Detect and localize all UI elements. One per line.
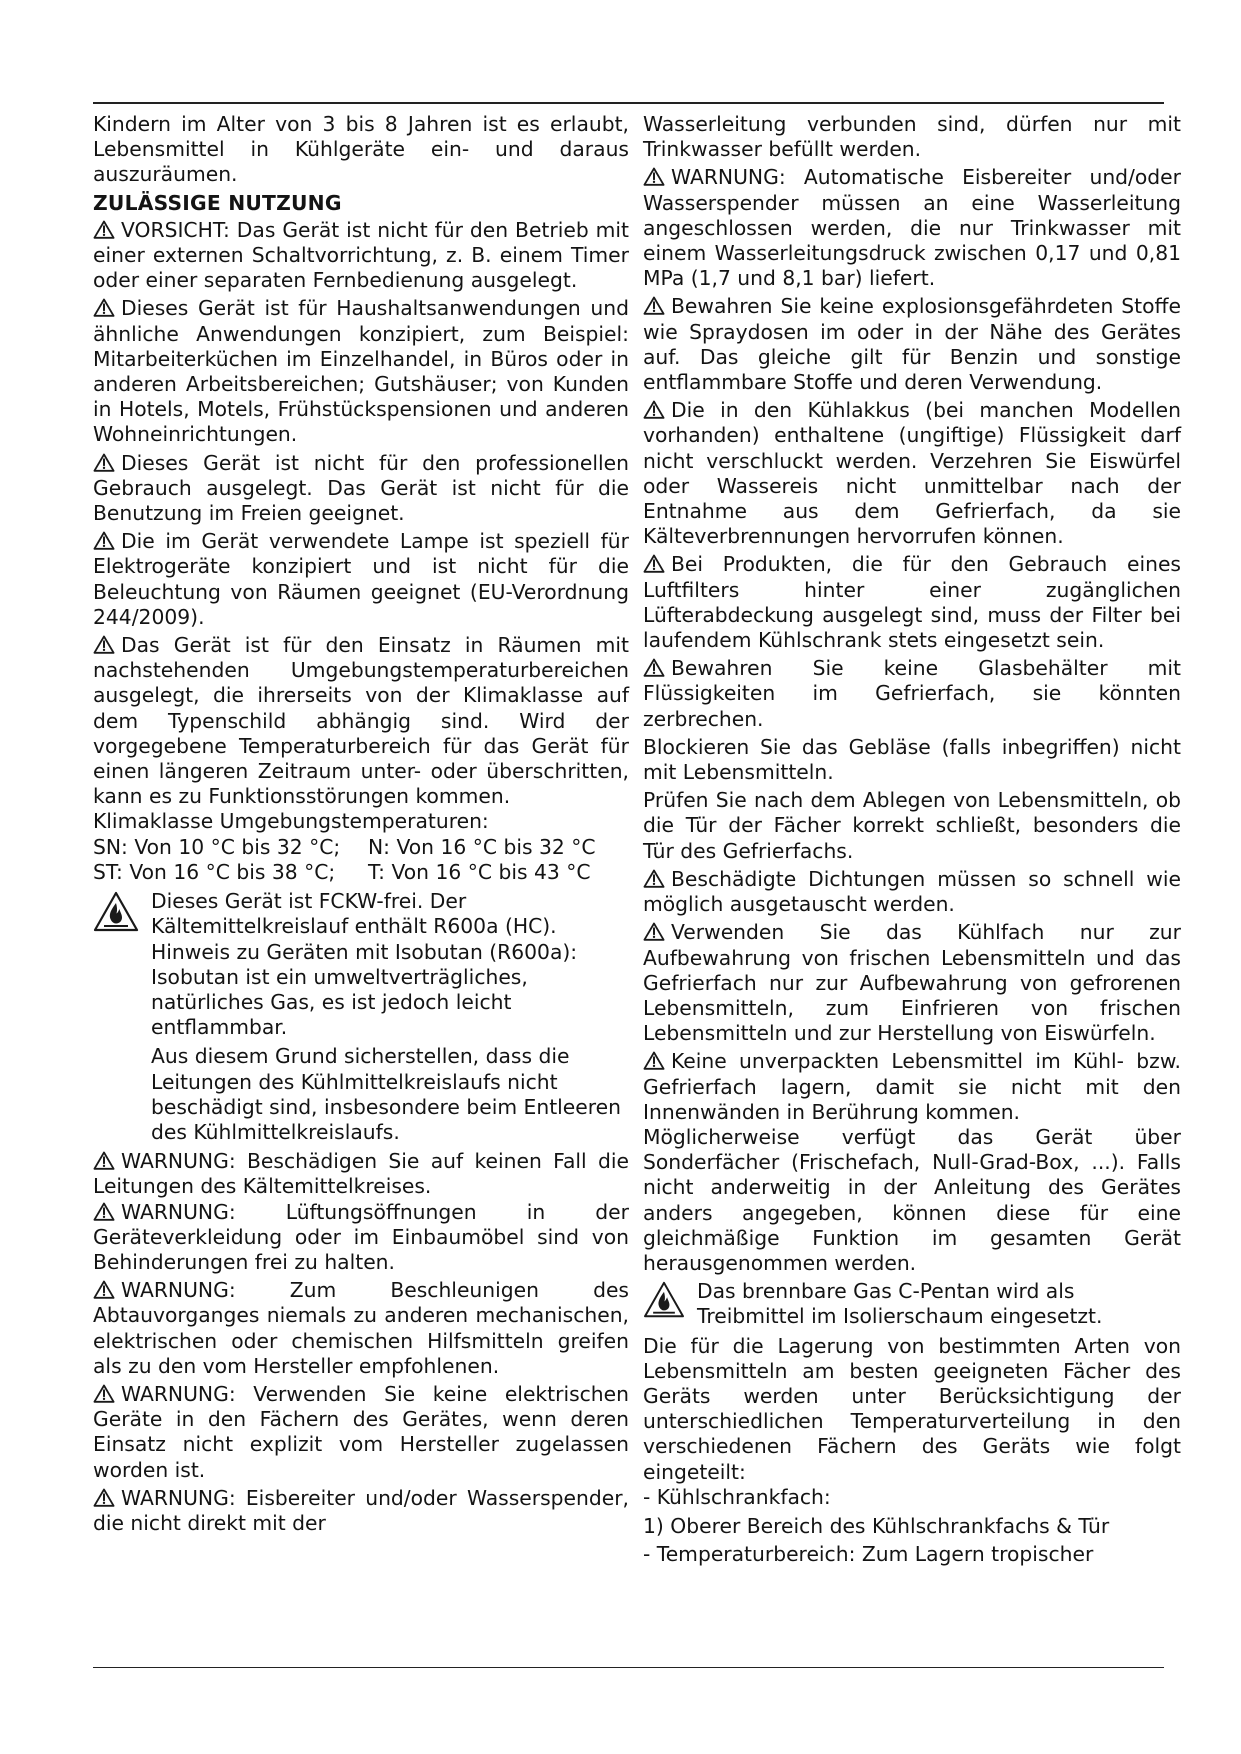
explosion-paragraph: Bewahren Sie keine explosionsgefährdeten Stoffe wie Spraydosen im oder in der Nähe des Gerätes auf. Das gleiche gilt für Benzin und sonstige entflammbare Stoffe und deren Verwendung. <box>643 294 1181 395</box>
professionell-paragraph: Dieses Gerät ist nicht für den professionellen Gebrauch ausgelegt. Das Gerät ist nicht für die Benutzung im Freien geeignet. <box>93 450 629 526</box>
tuer-paragraph: Prüfen Sie nach dem Ablegen von Lebensmitteln, ob die Tür der Fächer korrekt schließt, besonders die Tür des Gefrierfachs. <box>643 788 1181 863</box>
warning-triangle-icon <box>643 400 665 419</box>
warning-triangle-icon <box>93 1280 115 1299</box>
top-rule <box>93 102 1164 104</box>
pentan-text: Das brennbare Gas C-Pentan wird als Treibmittel im Isolierschaum eingesetzt. <box>697 1279 1103 1329</box>
warning-triangle-icon <box>643 554 665 573</box>
fckw-text-2: Aus diesem Grund sicherstellen, dass die Leitungen des Kühlmittelkreislaufs nicht beschädigt sind, insbesondere beim Entleeren des Kühlmittelkreislaufs. <box>151 1044 621 1144</box>
warn-leitungen-paragraph: WARNUNG: Beschädigen Sie auf keinen Fall die Leitungen des Kältemittelkreises. <box>93 1149 629 1199</box>
oberer-bereich-item: 1) Oberer Bereich des Kühlschrankfachs & Tür <box>643 1513 1110 1538</box>
bottom-rule <box>93 1667 1164 1668</box>
fckw-text-1: Dieses Gerät ist FCKW-frei. Der Kältemittelkreislauf enthält R600a (HC). Hinweis zu Geräten mit Isobutan (R600a): Isobutan ist ein umweltverträgliches, natürliches Gas, es ist jedoch leicht entflammbar. <box>151 889 578 1040</box>
unverpackt-paragraph: Keine unverpackten Lebensmittel im Kühl- bzw. Gefrierfach lagern, damit sie nicht mit den Innenwänden in Berührung kommen. <box>643 1049 1181 1124</box>
flammable-gas-icon <box>643 1281 685 1319</box>
warning-triangle-icon <box>643 296 665 315</box>
lampe-paragraph: Die im Gerät verwendete Lampe ist speziell für Elektrogeräte konzipiert und ist nicht für die Beleuchtung von Räumen geeignet (EU-Verordnung 244/2009). <box>93 529 629 629</box>
einsatz-paragraph: Das Gerät ist für den Einsatz in Räumen mit nachstehenden Umgebungstemperaturbereichen ausgelegt, die ihrerseits von der Klimaklasse auf dem Typenschild abhängig sind. Wird der vorgegebene Temperaturbereich für das Gerät für einen längeren Zeitraum unter- oder überschritten, kann es zu Funktionsstörungen kommen. <box>93 633 629 809</box>
warn-eisbereiter-paragraph: WARNUNG: Eisbereiter und/oder Wasserspender, die nicht direkt mit der <box>93 1485 629 1535</box>
kuehlakkus-paragraph: Die in den Kühlakkus (bei manchen Modellen vorhanden) enthaltene (ungiftige) Flüssigkeit darf nicht verschluckt werden. Verzehren Sie Eiswürfel oder Wassereis nicht unmittelbar nach der Entnahme aus dem Gefrierfach, da sie Kälteverbrennungen hervorrufen können. <box>643 398 1181 549</box>
warning-triangle-icon <box>643 167 665 186</box>
warning-triangle-icon <box>93 298 115 317</box>
temperaturbereich-item: - Temperaturbereich: Zum Lagern tropischer <box>643 1542 1094 1567</box>
kuehlschrankfach-item: - Kühlschrankfach: <box>643 1484 831 1509</box>
climate-row-sn-n <box>93 835 629 860</box>
vorsicht-paragraph: VORSICHT: Das Gerät ist nicht für den Betrieb mit einer externen Schaltvorrichtung, z. B. einem Timer oder einer separaten Fernbedienung ausgelegt. <box>93 217 629 293</box>
flammable-gas-icon <box>93 891 139 933</box>
warning-triangle-icon <box>93 220 115 239</box>
dichtungen-paragraph: Beschädigte Dichtungen müssen so schnell wie möglich ausgetauscht werden. <box>643 866 1181 917</box>
warning-triangle-icon <box>643 922 665 941</box>
warning-triangle-icon <box>93 635 115 654</box>
climate-t: T: Von 16 °C bis 43 °C <box>368 859 591 884</box>
warn-elektrisch-paragraph: WARNUNG: Verwenden Sie keine elektrischen Geräte in den Fächern des Gerätes, wenn deren Einsatz nicht explizit vom Hersteller zugelassen worden ist. <box>93 1381 629 1482</box>
climate-n: N: Von 16 °C bis 32 °C <box>368 834 596 859</box>
warning-triangle-icon <box>643 1051 665 1070</box>
geblaese-paragraph: Blockieren Sie das Gebläse (falls inbegriffen) nicht mit Lebensmitteln. <box>643 734 1181 785</box>
warn-lueftung-paragraph: WARNUNG: Lüftungsöffnungen in der Geräteverkleidung oder im Einbaumöbel sind von Behinderungen frei zu halten. <box>93 1199 629 1274</box>
warning-triangle-icon <box>93 453 115 472</box>
left-column <box>93 112 629 1536</box>
warning-triangle-icon <box>643 869 665 888</box>
warning-triangle-icon <box>93 1151 115 1170</box>
haushalt-paragraph: Dieses Gerät ist für Haushaltsanwendungen und ähnliche Anwendungen konzipiert, zum Beispiel: Mitarbeiterküchen im Einzelhandel, in Büros oder in anderen Arbeitsbereichen; Gutshäuser; von Kunden in Hotels, Motels, Frühstückspensionen und anderen Wohneinrichtungen. <box>93 296 629 447</box>
lagerung-paragraph: Die für die Lagerung von bestimmten Arten von Lebensmitteln am besten geeigneten Fächer des Geräts werden unter Berücksichtigung der unterschiedlichen Temperaturverteilung in den verschiedenen Fächern des Geräts wie folgt eingeteilt: <box>643 1333 1181 1484</box>
pentan-notice <box>643 1279 1181 1329</box>
sonderfaecher-paragraph: Möglicherweise verfügt das Gerät über Sonderfächer (Frischefach, Null-Grad-Box, ...). Falls nicht anderweitig in der Anleitung des Gerätes anders angegeben, können diese für eine gleichmäßige Funktion im gesamten Gerät herausgenommen werden. <box>643 1124 1181 1275</box>
warning-triangle-icon <box>93 1384 115 1403</box>
warning-triangle-icon <box>643 658 665 677</box>
kuehlfach-paragraph: Verwenden Sie das Kühlfach nur zur Aufbewahrung von frischen Lebensmitteln und das Gefrierfach nur zur Aufbewahrung von gefrorenen Lebensmitteln, zum Einfrieren von frischen Lebensmitteln und zur Herstellung von Eiswürfeln. <box>643 920 1181 1046</box>
right-column <box>643 112 1181 1570</box>
fckw-notice <box>93 889 629 1145</box>
continuation-paragraph: Wasserleitung verbunden sind, dürfen nur mit Trinkwasser befüllt werden. <box>643 112 1181 162</box>
warning-triangle-icon <box>93 1488 115 1507</box>
glas-paragraph: Bewahren Sie keine Glasbehälter mit Flüssigkeiten im Gefrierfach, sie könnten zerbrechen. <box>643 656 1181 731</box>
climate-title: Klimaklasse Umgebungstemperaturen: <box>93 809 489 834</box>
climate-st: ST: Von 16 °C bis 38 °C; <box>93 859 336 884</box>
climate-row-st-t <box>93 860 629 885</box>
climate-sn: SN: Von 10 °C bis 32 °C; <box>93 834 341 859</box>
section-heading-zulaessige-nutzung: ZULÄSSIGE NUTZUNG <box>93 190 342 215</box>
warn-automatisch-paragraph: WARNUNG: Automatische Eisbereiter und/oder Wasserspender müssen an eine Wasserleitung angeschlossen werden, die nur Trinkwasser mit einem Wasserleitungsdruck zwischen 0,17 und 0,81 MPa (1,7 und 8,1 bar) liefert. <box>643 165 1181 291</box>
luftfilter-paragraph: Bei Produkten, die für den Gebrauch eines Luftfilters hinter einer zugänglichen Lüfterabdeckung ausgelegt sind, muss der Filter bei laufendem Kühlschrank stets eingesetzt sein. <box>643 552 1181 653</box>
warning-triangle-icon <box>93 1202 115 1221</box>
intro-paragraph: Kindern im Alter von 3 bis 8 Jahren ist es erlaubt, Lebensmittel in Kühlgeräte ein- und daraus auszuräumen. <box>93 112 629 187</box>
warn-abtau-paragraph: WARNUNG: Zum Beschleunigen des Abtauvorganges niemals zu anderen mechanischen, elektrischen oder chemischen Hilfsmitteln greifen als zu den vom Hersteller empfohlenen. <box>93 1278 629 1378</box>
warning-triangle-icon <box>93 531 115 550</box>
